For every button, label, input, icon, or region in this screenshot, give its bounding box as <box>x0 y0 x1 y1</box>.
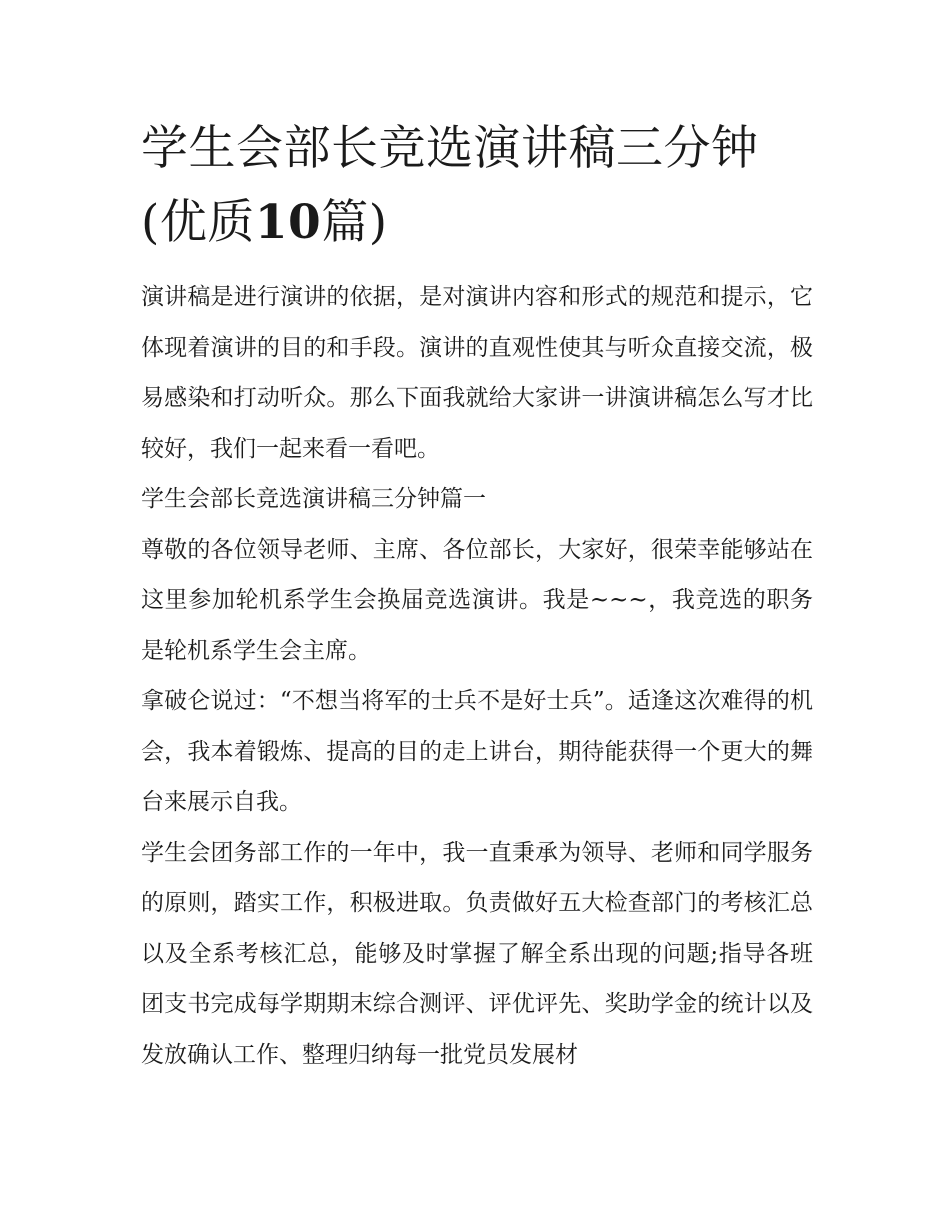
intro-paragraph: 演讲稿是进行演讲的依据，是对演讲内容和形式的规范和提示，它体现着演讲的目的和手段。演讲的直观性使其与听众直接交流，极易感染和打动听众。那么下面我就给大家讲一讲演讲稿怎么写才比较好，我们一起来看一看吧。 <box>141 284 813 462</box>
document-title <box>141 112 813 260</box>
title-line-1: 学生会部长竞选演讲稿三分钟 <box>141 121 759 176</box>
title-line-2-close: 篇) <box>321 195 388 250</box>
section-heading: 学生会部长竞选演讲稿三分钟篇一 <box>141 486 486 512</box>
body-paragraph: 尊敬的各位领导老师、主席、各位部长，大家好，很荣幸能够站在这里参加轮机系学生会换届竞选演讲。我是~~~，我竞选的职务是轮机系学生会主席。 <box>141 536 813 664</box>
document-page <box>141 112 813 1080</box>
title-line-2-open: (优质 <box>141 195 255 250</box>
body-paragraph: 学生会团务部工作的一年中，我一直秉承为领导、老师和同学服务的原则，踏实工作，积极进取。负责做好五大检查部门的考核汇总以及全系考核汇总，能够及时掌握了解全系出现的问题;指导各班团支书完成每学期期末综合测评、评优评先、奖助学金的统计以及发放确认工作、整理归纳每一批党员发展材 <box>141 839 813 1068</box>
title-line-2-number: 10 <box>254 195 322 250</box>
body-paragraph: 拿破仑说过：“不想当将军的士兵不是好士兵”。适逢这次难得的机会，我本着锻炼、提高的目的走上讲台，期待能获得一个更大的舞台来展示自我。 <box>141 688 813 815</box>
